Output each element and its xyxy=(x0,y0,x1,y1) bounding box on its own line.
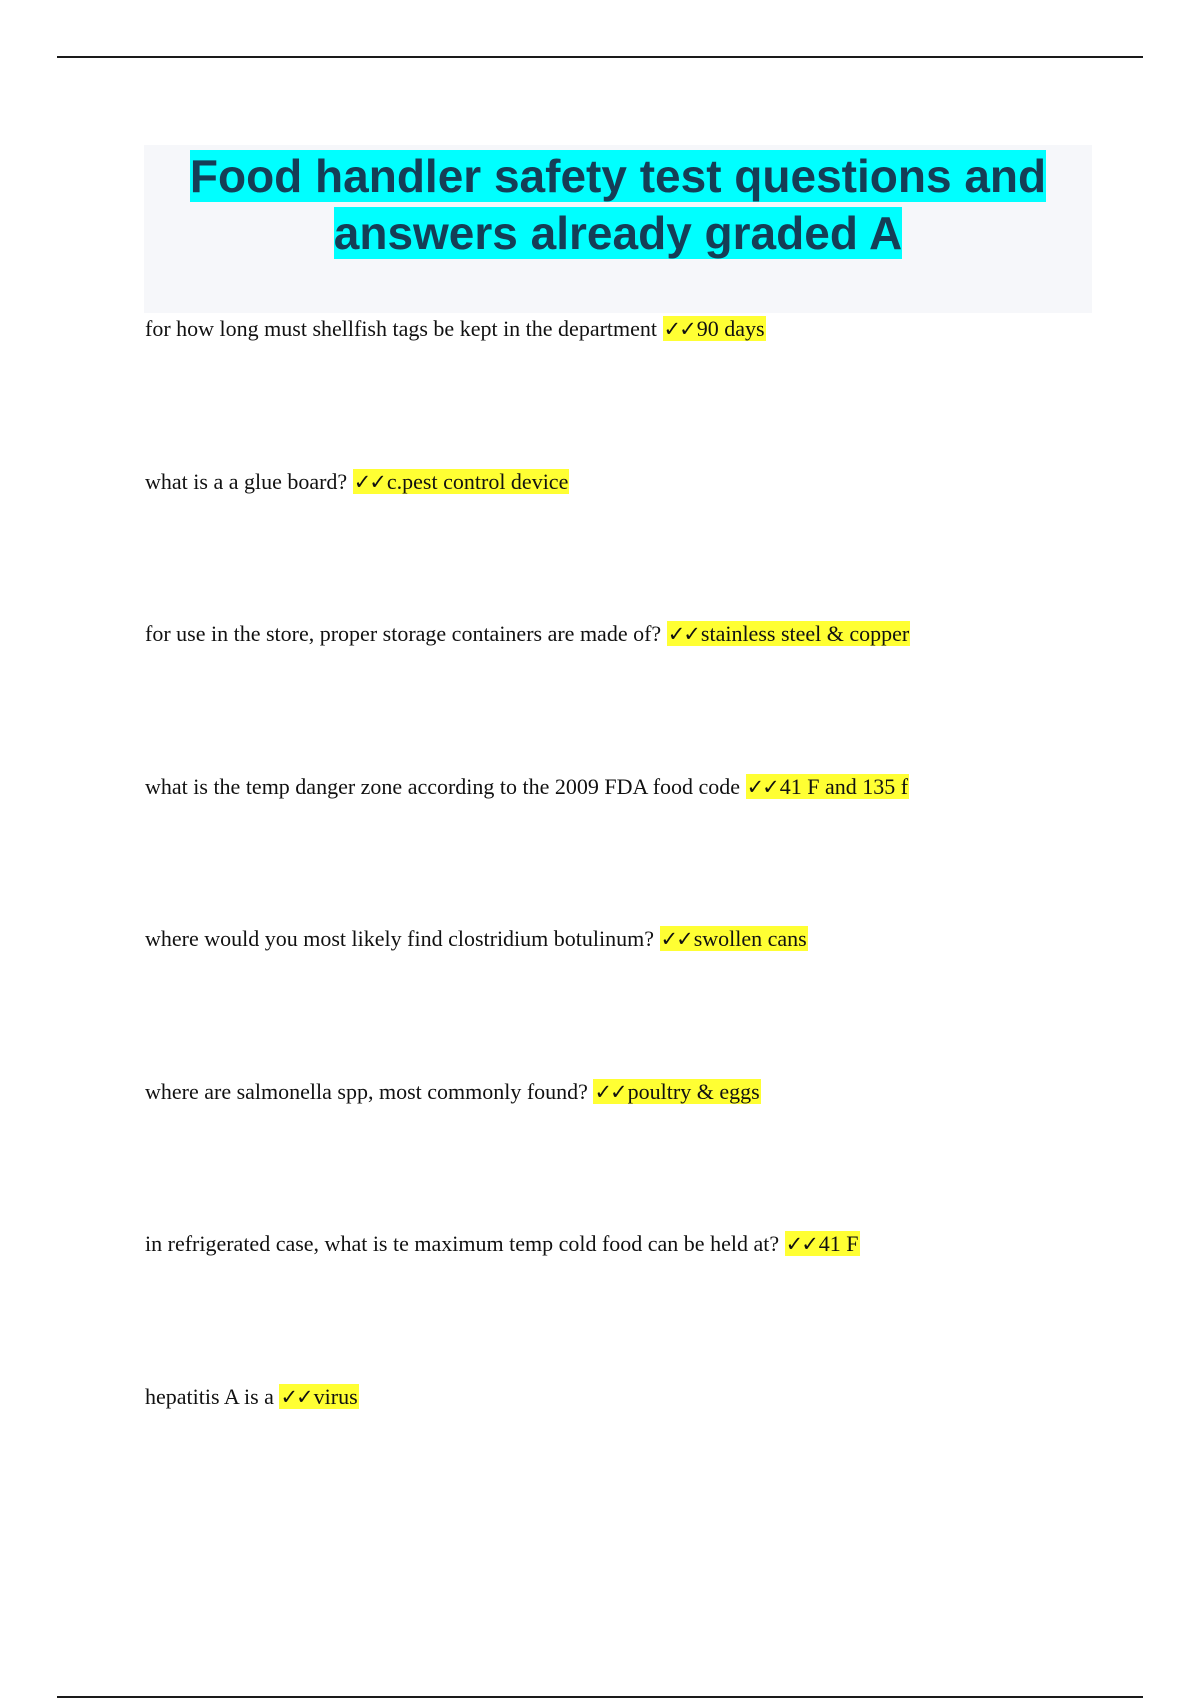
question-text: in refrigerated case, what is te maximum temp cold food can be held at? xyxy=(145,1231,780,1256)
title-banner xyxy=(144,145,1092,313)
qa-item xyxy=(145,1077,761,1107)
qa-item xyxy=(145,619,910,649)
answer-text: poultry & eggs xyxy=(627,1079,760,1104)
answer-highlight xyxy=(667,621,911,646)
answer-highlight xyxy=(593,1079,760,1104)
answer-text: 41 F xyxy=(818,1231,859,1256)
question-text: what is a a glue board? xyxy=(145,469,348,494)
answer-text: 90 days xyxy=(696,316,765,341)
question-text: where would you most likely find clostridium botulinum? xyxy=(145,926,654,951)
answer-text: virus xyxy=(313,1384,358,1409)
answer-highlight xyxy=(785,1231,860,1256)
double-check-icon: ✓✓ xyxy=(667,622,699,646)
qa-item xyxy=(145,772,909,802)
document-title: Food handler safety test questions and answers already graded A xyxy=(189,150,1047,259)
qa-item xyxy=(145,924,808,954)
question-text: for use in the store, proper storage containers are made of? xyxy=(145,621,662,646)
double-check-icon: ✓✓ xyxy=(663,317,695,341)
answer-highlight xyxy=(746,774,910,799)
answer-text: c.pest control device xyxy=(386,469,569,494)
answer-highlight xyxy=(663,316,766,341)
answer-highlight xyxy=(353,469,570,494)
qa-item xyxy=(145,1229,860,1259)
question-text: what is the temp danger zone according to the 2009 FDA food code xyxy=(145,774,741,799)
double-check-icon: ✓✓ xyxy=(660,927,692,951)
double-check-icon: ✓✓ xyxy=(353,470,385,494)
double-check-icon: ✓✓ xyxy=(594,1080,626,1104)
qa-item xyxy=(145,467,569,497)
question-text: for how long must shellfish tags be kept in the department xyxy=(145,316,658,341)
qa-item xyxy=(145,1382,359,1412)
question-text: hepatitis A is a xyxy=(145,1384,274,1409)
double-check-icon: ✓✓ xyxy=(785,1232,817,1256)
bottom-rule xyxy=(57,1696,1143,1698)
qa-item xyxy=(145,314,766,344)
answer-text: stainless steel & copper xyxy=(700,621,910,646)
double-check-icon: ✓✓ xyxy=(280,1385,312,1409)
answer-text: swollen cans xyxy=(693,926,807,951)
answer-text: 41 F and 135 f xyxy=(779,774,909,799)
top-rule xyxy=(57,56,1143,58)
question-text: where are salmonella spp, most commonly found? xyxy=(145,1079,588,1104)
answer-highlight xyxy=(279,1384,358,1409)
answer-highlight xyxy=(660,926,808,951)
double-check-icon: ✓✓ xyxy=(746,775,778,799)
